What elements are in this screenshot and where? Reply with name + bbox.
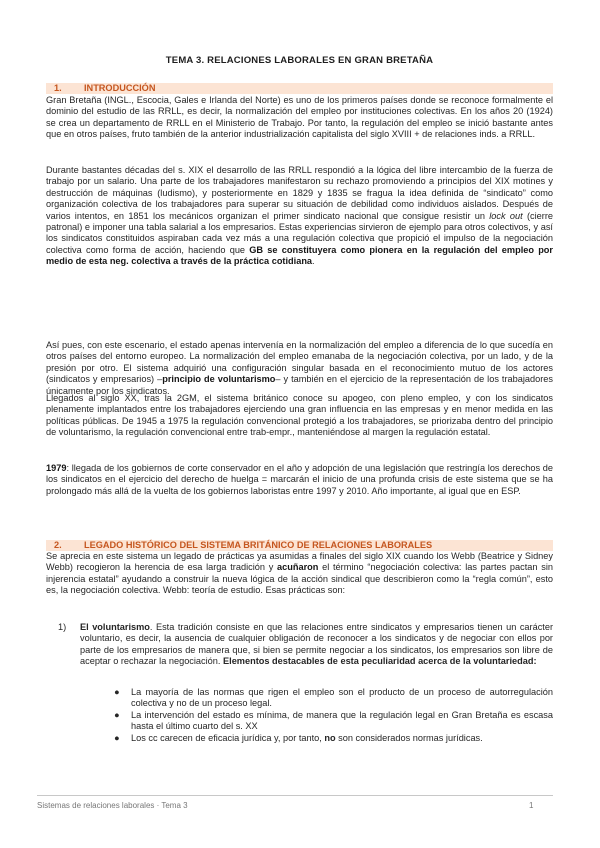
item-marker: 1) — [58, 622, 67, 632]
bullet-dot-icon: ● — [114, 709, 120, 720]
item-title: El voluntarismo — [80, 622, 150, 632]
bold-word: no — [324, 732, 336, 743]
section-1-paragraph-1: Gran Bretaña (INGL., Escocia, Gales e Irlanda del Norte) es uno de los primeros países donde se reconoce formalmente el dominio del estudio de las RRLL, es decir, la normalización del empleo por instituciones colectivas. En los años 20 (1924) se crea un departamento de RRLL en el Ministerio de Trabajo. Por tanto, la regulación del empleo se inició bastante antes que en otros países, fruto también de la anterior industrialización capitalista del siglo XVIII + de relaciones inds. a RRLL. — [46, 95, 553, 140]
item-body — [80, 622, 553, 668]
section-2-intro — [46, 551, 553, 597]
section-1-heading — [46, 83, 553, 94]
section-2-title: LEGADO HISTÓRICO DEL SISTEMA BRITÁNICO DE RELACIONES LABORALES — [84, 540, 433, 550]
text-run: el término “negociación colectiva: las partes pactan sin injerencia estatal” ayudando a construir la nueva lógica de la acción sindical que describieron como la “regla común”, esto es, la negociación colectiva. Webb: teoría de estudio. Esas prácticas son: — [46, 562, 553, 596]
bullet-item — [108, 687, 553, 710]
text-run: Se aprecia en este sistema un legado de prácticas ya asumidas a finales del siglo XIX cuando los Webb (Beatrice y Sidney Webb) recogieron la herencia de esa larga tradición y — [46, 551, 553, 573]
text-run: Durante bastantes décadas del s. XIX el desarrollo de las RRLL respondió a la lógica del libre intercambio de la fuerza de trabajo por un salario. Una parte de los trabajadores manifestaron su rechazo promoviendo a principios del XIX motines y destrucción de máquinas (ludismo), y posteriormente en 1829 y 1835 se fragua la idea definida de “sindicato” como organización colectiva de los trabajadores para superar su situación de debilidad como individuos aislados. Después de varios intentos, en 1851 los mecánicos organizan el primer sindicato nacional que consigue resistir un — [46, 165, 553, 221]
text-run: Así pues, con este escenario, el estado apenas intervenía en la normalización del empleo a diferencia de lo que sucedía en otros países del entorno europeo. La normalización del empleo emanaba de la negociación colectiva, por un lado, y de la presión por otro. El sistema adquirió una configuración singular basada en el reconocimiento mutuo de los actores (sindicatos y empresarios) – — [46, 340, 553, 385]
section-1-paragraph-2 — [46, 165, 553, 268]
section-1-paragraph-5 — [46, 463, 553, 497]
bullet-text: Los cc carecen de eficacia jurídica y, por tanto, — [131, 732, 325, 743]
bold-principle: principio de voluntarismo — [162, 374, 276, 385]
bullet-text: son considerados normas jurídicas. — [335, 732, 483, 743]
text-run: (cierre patronal) e imponer una tabla salarial a los empresarios. Estas experiencias sirvieron de ejemplo para otros colectivos, y así los sindicatos constituidos aspiraban cada vez más a una regulación colectiva que propició el impulso de la negociación colectiva como forma de acción, haciendo que — [46, 210, 553, 255]
text-run: : llegada de los gobiernos de corte conservador en el año y adopción de una legislación que restringía los derechos de los sindicatos en el ejercicio del derecho de huelga = marcarán el inicio de una profunda crisis de este sistema que se ha prolongado más allá de la vuelta de los gobiernos laboristas entre 1997 y 2010. Año importante, al igual que en ESP. — [46, 463, 553, 496]
section-2-heading — [46, 540, 553, 551]
bullet-item — [108, 710, 553, 733]
text-run: – y también en el ejercicio de la representación de los trabajadores únicamente por los sindicatos. — [46, 374, 553, 396]
bullet-dot-icon: ● — [114, 732, 120, 743]
page-number: 1 — [529, 801, 534, 810]
bullet-dot-icon: ● — [114, 687, 120, 697]
bullet-item — [108, 733, 553, 744]
footer-divider — [37, 795, 553, 796]
section-1-number: 1. — [54, 83, 62, 93]
bullet-list — [108, 687, 553, 744]
bold-statement: GB se constituyera como pionera en la regulación del empleo por medio de esta neg. colectiva a través de la práctica cotidiana — [46, 244, 553, 267]
item-highlight: Elementos destacables de esta peculiaridad acerca de la voluntariedad: — [223, 656, 537, 667]
section-1-paragraph-4: Llegados al siglo XX, tras la 2GM, el sistema británico conoce su apogeo, con pleno empleo, y con los sindicatos plenamente implantados entre los trabajadores ejerciendo una gran influencia en las empresas y en menor medida en las políticas públicas. De 1945 a 1975 la regulación convencional protegió a los trabajadores, se priorizaba dentro del principio de voluntarismo, la regulación convencional entre trab-empr., manteniéndose al margen la regulación estatal. — [46, 393, 553, 438]
text-run: . — [312, 256, 315, 267]
section-1-title: INTRODUCCIÓN — [84, 83, 156, 93]
text-run: . Esta tradición consiste en que las relaciones entre sindicatos y empresarios tienen un carácter voluntario, es decir, la ausencia de cualquier obligación de reconocer a los sindicatos y de negociar con ellos por parte de los empresarios de manera que, si bien se permite negociar a los sindicatos, los empresarios son libre de aceptar o rechazar la negociación. — [80, 622, 554, 667]
bold-term: acuñaron — [277, 562, 319, 573]
bullet-text: La intervención del estado es mínima, de manera que la regulación legal en Gran Bretaña es escasa hasta el último cuarto del s. XX — [131, 709, 553, 732]
footer-text: Sistemas de relaciones laborales · Tema 3 — [37, 801, 188, 810]
document-title: TEMA 3. RELACIONES LABORALES EN GRAN BRETAÑA — [165, 55, 434, 66]
bullet-text: La mayoría de las normas que rigen el empleo son el producto de un proceso de autorregulación colectiva y no de un proceso legal. — [131, 687, 553, 709]
section-2-number: 2. — [54, 540, 62, 550]
section-1-paragraph-3 — [46, 340, 553, 397]
italic-term: lock out — [489, 210, 523, 221]
bold-year: 1979 — [46, 463, 67, 473]
